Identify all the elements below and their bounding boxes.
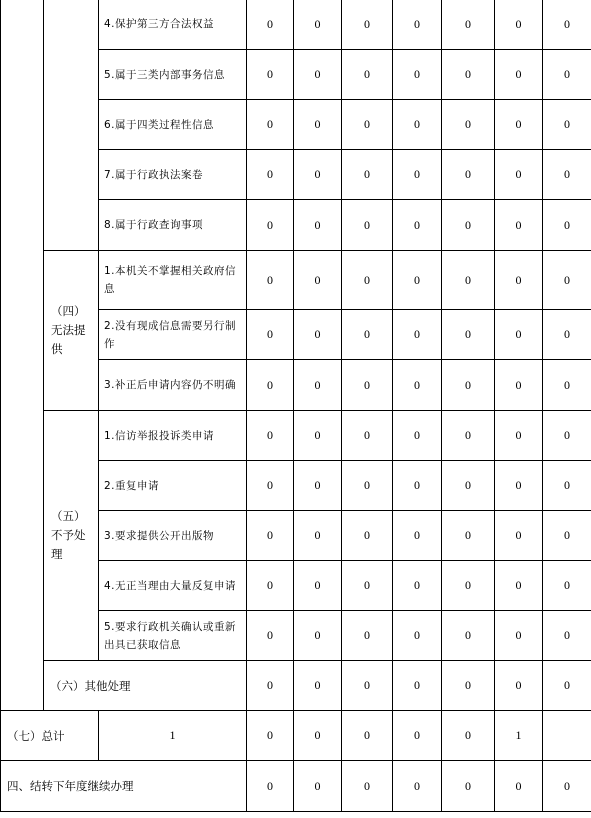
value-cell: 0: [442, 561, 495, 611]
value-cell: 0: [543, 100, 591, 150]
value-cell: 0: [342, 360, 393, 411]
row-label: 1.信访举报投诉类申请: [99, 411, 247, 461]
value-cell: 0: [442, 661, 495, 711]
value-cell: 0: [247, 360, 294, 411]
value-cell: 0: [393, 411, 442, 461]
value-cell: 0: [393, 150, 442, 200]
value-cell: 0: [495, 461, 543, 511]
value-cell: 0: [294, 251, 342, 310]
value-cell: 0: [495, 611, 543, 661]
row-label: 2.没有现成信息需要另行制作: [99, 310, 247, 360]
value-cell: 0: [442, 0, 495, 50]
value-cell: 0: [247, 661, 294, 711]
value-cell: 0: [495, 100, 543, 150]
value-cell: 0: [294, 50, 342, 100]
value-cell: 0: [495, 561, 543, 611]
row-label: 3.补正后申请内容仍不明确: [99, 360, 247, 411]
row-label: 8.属于行政查询事项: [99, 200, 247, 251]
value-cell: 0: [294, 411, 342, 461]
value-cell: 0: [543, 461, 591, 511]
value-cell: 0: [294, 561, 342, 611]
other-handling-label: （六）其他处理: [44, 661, 247, 711]
value-cell: 0: [294, 761, 342, 812]
value-cell: 0: [342, 0, 393, 50]
table-row: [1, 761, 591, 812]
value-cell: 0: [442, 100, 495, 150]
value-cell: 0: [247, 761, 294, 812]
value-cell: 0: [393, 611, 442, 661]
value-cell: 0: [342, 711, 393, 761]
value-cell: 0: [342, 661, 393, 711]
value-cell: 0: [442, 251, 495, 310]
value-cell: 0: [342, 251, 393, 310]
value-cell: 0: [495, 0, 543, 50]
table-row: [1, 711, 591, 761]
value-cell: 0: [543, 50, 591, 100]
value-cell: 0: [342, 611, 393, 661]
value-cell: 0: [495, 360, 543, 411]
value-cell: 0: [247, 711, 294, 761]
value-cell: 0: [442, 360, 495, 411]
value-cell: 0: [294, 511, 342, 561]
row-label: 6.属于四类过程性信息: [99, 100, 247, 150]
value-cell: 0: [342, 561, 393, 611]
table-row: [1, 251, 591, 310]
row-label: 4.保护第三方合法权益: [99, 0, 247, 50]
row-label: 5.属于三类内部事务信息: [99, 50, 247, 100]
value-cell: 0: [247, 0, 294, 50]
value-cell: 0: [294, 100, 342, 150]
value-cell: 0: [543, 200, 591, 251]
total-label: （七）总计: [1, 711, 99, 761]
value-cell: 0: [294, 360, 342, 411]
value-cell: 0: [543, 511, 591, 561]
value-cell: 0: [442, 611, 495, 661]
value-cell: 0: [393, 661, 442, 711]
value-cell: 0: [247, 200, 294, 251]
table-row: [1, 411, 591, 461]
value-cell: 0: [247, 310, 294, 360]
table-row: [1, 661, 591, 711]
value-cell: 0: [442, 461, 495, 511]
value-cell: 0: [294, 200, 342, 251]
value-cell: 0: [294, 310, 342, 360]
value-cell: 1: [495, 711, 543, 761]
value-cell: 0: [393, 50, 442, 100]
value-cell: 0: [543, 251, 591, 310]
value-cell: 0: [247, 511, 294, 561]
value-cell: 0: [543, 611, 591, 661]
value-cell: 0: [442, 761, 495, 812]
carryover-label: 四、结转下年度继续办理: [1, 761, 247, 812]
value-cell: 0: [543, 761, 591, 812]
value-cell: 0: [393, 100, 442, 150]
value-cell: 0: [442, 50, 495, 100]
value-cell: 0: [342, 761, 393, 812]
value-cell: 0: [247, 100, 294, 150]
value-cell: 0: [342, 200, 393, 251]
value-cell: 0: [393, 461, 442, 511]
value-cell: 0: [294, 461, 342, 511]
value-cell: 0: [543, 150, 591, 200]
value-cell: 0: [342, 150, 393, 200]
value-cell: 0: [543, 661, 591, 711]
value-cell: 0: [543, 360, 591, 411]
value-cell: 0: [495, 251, 543, 310]
value-cell: 0: [393, 0, 442, 50]
value-cell: 0: [543, 310, 591, 360]
value-cell: 0: [393, 511, 442, 561]
value-cell: 0: [543, 0, 591, 50]
value-cell: 0: [442, 150, 495, 200]
value-cell: 0: [247, 411, 294, 461]
value-cell: 0: [442, 310, 495, 360]
value-cell: 0: [393, 360, 442, 411]
value-cell: 0: [543, 561, 591, 611]
value-cell: 0: [495, 761, 543, 812]
value-cell: 0: [342, 50, 393, 100]
group-cell-continued: [44, 0, 99, 251]
value-cell: 0: [247, 150, 294, 200]
row-label: 1.本机关不掌握相关政府信息: [99, 251, 247, 310]
value-cell: 0: [393, 561, 442, 611]
value-cell: 0: [342, 461, 393, 511]
value-cell: 0: [495, 511, 543, 561]
value-cell: 0: [543, 411, 591, 461]
row-label: 7.属于行政执法案卷: [99, 150, 247, 200]
value-cell: 0: [442, 711, 495, 761]
row-label: 2.重复申请: [99, 461, 247, 511]
value-cell: 0: [294, 661, 342, 711]
outer-section-cell: [1, 0, 44, 711]
value-cell: 0: [247, 561, 294, 611]
row-label: 4.无正当理由大量反复申请: [99, 561, 247, 611]
value-cell: 0: [294, 0, 342, 50]
group-title-5: （五）不予处理: [44, 411, 99, 661]
value-cell: 1: [99, 711, 247, 761]
value-cell: 0: [247, 611, 294, 661]
value-cell: 0: [294, 711, 342, 761]
value-cell: 0: [342, 511, 393, 561]
value-cell: 0: [495, 411, 543, 461]
table-row: [1, 0, 591, 50]
row-label: 5.要求行政机关确认或重新出具已获取信息: [99, 611, 247, 661]
value-cell: 0: [442, 200, 495, 251]
value-cell: 0: [342, 100, 393, 150]
value-cell: 0: [495, 50, 543, 100]
group-title-4: （四）无法提供: [44, 251, 99, 411]
row-label: 3.要求提供公开出版物: [99, 511, 247, 561]
value-cell: 0: [247, 461, 294, 511]
value-cell: 0: [393, 310, 442, 360]
value-cell: 0: [294, 150, 342, 200]
value-cell: 0: [247, 251, 294, 310]
value-cell: 0: [495, 661, 543, 711]
value-cell: 0: [247, 50, 294, 100]
value-cell: 0: [495, 310, 543, 360]
value-cell: 0: [495, 200, 543, 251]
value-cell: 0: [393, 251, 442, 310]
value-cell: 0: [495, 150, 543, 200]
value-cell: 0: [393, 761, 442, 812]
value-cell: 0: [294, 611, 342, 661]
value-cell: 0: [342, 310, 393, 360]
value-cell: 0: [393, 711, 442, 761]
value-cell: 0: [393, 200, 442, 251]
value-cell: 0: [442, 411, 495, 461]
value-cell: 0: [342, 411, 393, 461]
value-cell: 0: [442, 511, 495, 561]
